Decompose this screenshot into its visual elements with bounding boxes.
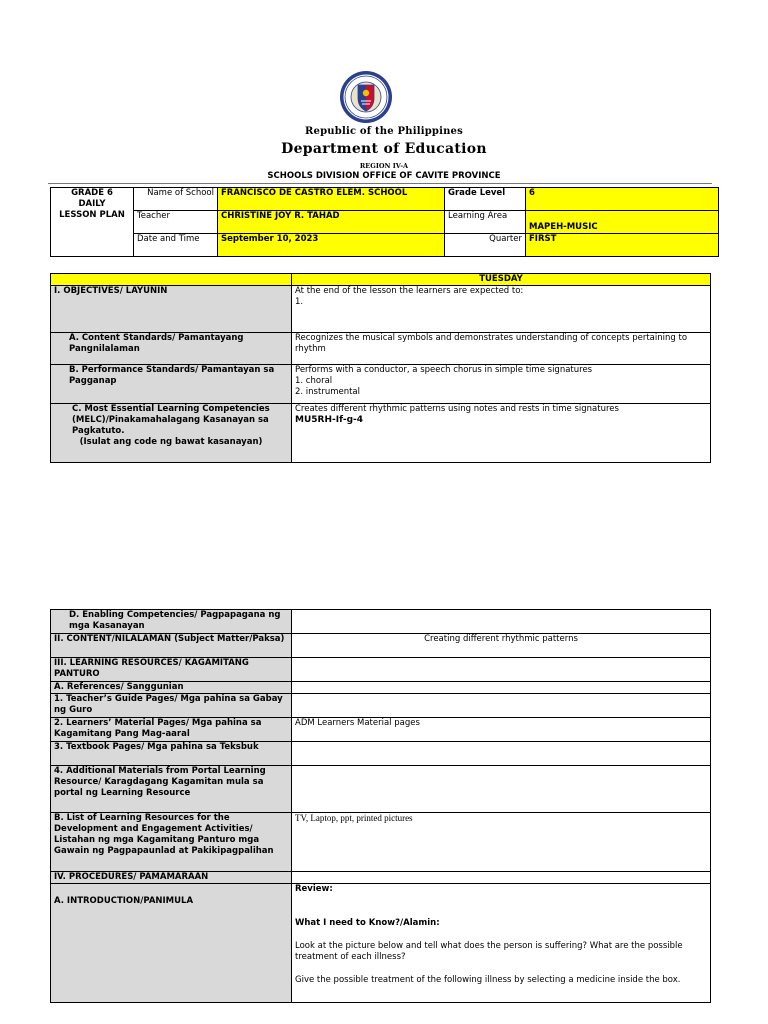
quarter-label: Quarter bbox=[445, 234, 526, 257]
references-label: A. References/ Sanggunian bbox=[51, 682, 292, 694]
learning-resources-label: III. LEARNING RESOURCES/ KAGAMITANG PANTURO bbox=[51, 658, 292, 682]
objectives-table bbox=[50, 273, 711, 463]
review-heading: Review: bbox=[295, 884, 333, 894]
textbook-pages-value bbox=[292, 742, 711, 766]
additional-materials-label: 4. Additional Materials from Portal Learning Resource/ Karagdagang Kagamitan mula sa portal ng Learning Resource bbox=[51, 766, 292, 813]
enabling-competencies-label: D. Enabling Competencies/ Pagpapagana ng mga Kasanayan bbox=[51, 610, 292, 634]
learning-resources-value bbox=[292, 658, 711, 682]
melc-value bbox=[292, 404, 711, 463]
school-info-table bbox=[50, 187, 719, 257]
objectives-item: 1. bbox=[295, 297, 304, 307]
grade-level-value: 6 bbox=[526, 188, 719, 211]
region-line: REGION IV-A bbox=[359, 162, 409, 170]
school-label: Name of School bbox=[134, 188, 218, 211]
plan-title-line2: DAILY bbox=[78, 199, 106, 209]
day-header-blank bbox=[51, 274, 292, 286]
references-value bbox=[292, 682, 711, 694]
melc-code: MU5RH-If-g-4 bbox=[295, 415, 364, 425]
melc-label-note: (Isulat ang code ng bawat kasanayan) bbox=[79, 437, 263, 447]
melc-label bbox=[51, 404, 292, 463]
quarter-value: FIRST bbox=[526, 234, 719, 257]
performance-item-choral: 1. choral bbox=[295, 376, 333, 386]
content-standards-value: Recognizes the musical symbols and demonstrates understanding of concepts pertaining to rhythm bbox=[292, 333, 711, 365]
plan-title-line3: LESSON PLAN bbox=[59, 210, 125, 220]
plan-title-line1: GRADE 6 bbox=[71, 188, 113, 198]
introduction-instruction-2: Give the possible treatment of the following illness by selecting a medicine inside the box. bbox=[295, 975, 681, 985]
objectives-value bbox=[292, 286, 711, 333]
content-label: II. CONTENT/NILALAMAN (Subject Matter/Paksa) bbox=[51, 634, 292, 658]
header-divider bbox=[48, 183, 712, 184]
learning-area-value: MAPEH-MUSIC bbox=[526, 211, 719, 234]
republic-line: Republic of the Philippines bbox=[305, 126, 463, 137]
date-value: September 10, 2023 bbox=[218, 234, 445, 257]
grade-level-label: Grade Level bbox=[445, 188, 526, 211]
plan-title-cell bbox=[51, 188, 134, 257]
date-label: Date and Time bbox=[134, 234, 218, 257]
what-i-need-heading: What I need to Know?/Alamin: bbox=[295, 918, 440, 928]
enabling-competencies-value bbox=[292, 610, 711, 634]
deped-seal-logo bbox=[339, 70, 393, 124]
objectives-label: I. OBJECTIVES/ LAYUNIN bbox=[51, 286, 292, 333]
teacher-label: Teacher bbox=[134, 211, 218, 234]
introduction-value bbox=[292, 884, 711, 1003]
learners-material-value: ADM Learners Material pages bbox=[292, 718, 711, 742]
performance-line: Performs with a conductor, a speech chorus in simple time signatures bbox=[295, 365, 593, 375]
performance-item-instrumental: 2. instrumental bbox=[295, 387, 361, 397]
learning-area-label: Learning Area bbox=[445, 211, 526, 234]
performance-standards-value bbox=[292, 365, 711, 404]
learners-material-label: 2. Learners’ Material Pages/ Mga pahina sa Kagamitang Pang Mag-aaral bbox=[51, 718, 292, 742]
objectives-line: At the end of the lesson the learners are expected to: bbox=[295, 286, 524, 296]
teachers-guide-value bbox=[292, 694, 711, 718]
procedures-label: IV. PROCEDURES/ PAMAMARAAN bbox=[51, 872, 292, 884]
learning-resources-list-value: TV, Laptop, ppt, printed pictures bbox=[292, 813, 711, 872]
introduction-label: A. INTRODUCTION/PANIMULA bbox=[51, 884, 292, 1003]
document-header bbox=[0, 0, 768, 185]
textbook-pages-label: 3. Textbook Pages/ Mga pahina sa Teksbuk bbox=[51, 742, 292, 766]
procedures-table bbox=[50, 609, 711, 1003]
procedures-value bbox=[292, 872, 711, 884]
teachers-guide-label: 1. Teacher’s Guide Pages/ Mga pahina sa Gabay ng Guro bbox=[51, 694, 292, 718]
school-value: FRANCISCO DE CASTRO ELEM. SCHOOL bbox=[218, 188, 445, 211]
day-header: TUESDAY bbox=[292, 274, 711, 286]
content-value: Creating different rhythmic patterns bbox=[292, 634, 711, 658]
performance-standards-label: B. Performance Standards/ Pamantayan sa Pagganap bbox=[51, 365, 292, 404]
content-standards-label: A. Content Standards/ Pamantayang Pangnilalaman bbox=[51, 333, 292, 365]
division-line: SCHOOLS DIVISION OFFICE OF CAVITE PROVINCE bbox=[267, 171, 501, 181]
additional-materials-value bbox=[292, 766, 711, 813]
introduction-instruction-1: Look at the picture below and tell what does the person is suffering? What are the possible treatment of each illness? bbox=[295, 941, 683, 962]
teacher-value: CHRISTINE JOY R. TAHAD bbox=[218, 211, 445, 234]
department-title: Department of Education bbox=[281, 141, 487, 157]
melc-line: Creates different rhythmic patterns using notes and rests in time signatures bbox=[295, 404, 619, 414]
learning-resources-list-label: B. List of Learning Resources for the Development and Engagement Activities/ Listahan ng mga Kagamitang Panturo mga Gawain ng Pagpapaunlad at Pakikipagpalihan bbox=[51, 813, 292, 872]
melc-label-text: C. Most Essential Learning Competencies (MELC)/Pinakamahalagang Kasanayan sa Pagkatuto. bbox=[72, 404, 270, 436]
